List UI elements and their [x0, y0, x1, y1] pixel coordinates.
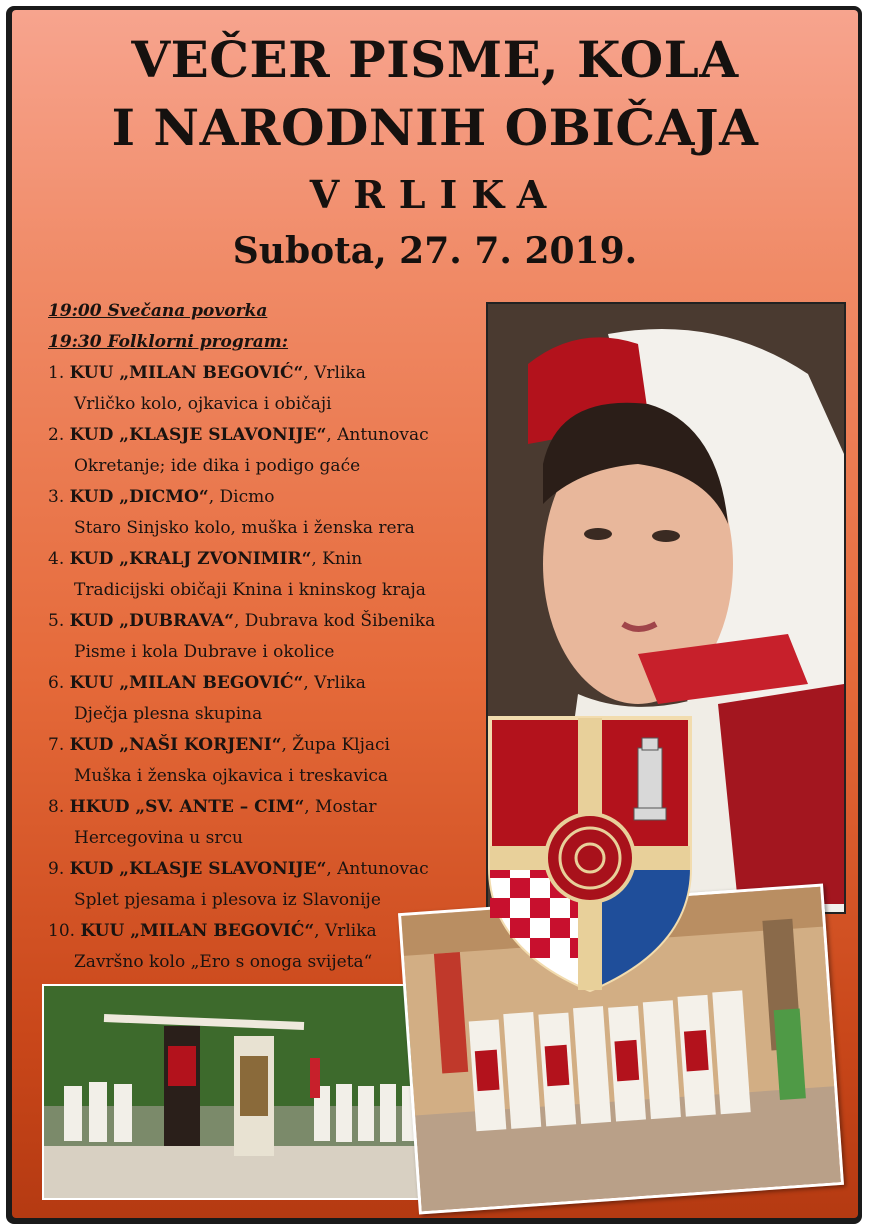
schedule-procession: 19:00 Svečana povorka — [48, 301, 268, 321]
performance-title: Vrličko kolo, ojkavica i običaji — [74, 394, 332, 414]
group-place: , Vrlika — [303, 363, 366, 383]
performance-title: Pisme i kola Dubrave i okolice — [74, 642, 335, 662]
poster-title-line2: I NARODNIH OBIČAJA — [111, 98, 759, 157]
poster-title-line1: VEČER PISME, KOLA — [131, 30, 739, 89]
program-schedule — [48, 296, 478, 978]
group-name: KUD „NAŠI KORJENI“ — [69, 735, 282, 755]
performance-title: Splet pjesama i plesova iz Slavonije — [74, 890, 381, 910]
group-place: , Župa Kljaci — [281, 735, 390, 755]
item-number: 1. — [48, 363, 65, 383]
item-number: 7. — [48, 735, 65, 755]
coat-of-arms-emblem — [470, 698, 710, 998]
program-item — [48, 730, 478, 761]
group-name: KUD „KRALJ ZVONIMIR“ — [69, 549, 312, 569]
program-item — [48, 668, 478, 699]
group-name: KUD „KLASJE SLAVONIJE“ — [69, 859, 327, 879]
group-name: KUD „KLASJE SLAVONIJE“ — [69, 425, 327, 445]
performance-title: Muška i ženska ojkavica i treskavica — [74, 766, 389, 786]
program-item — [48, 606, 478, 637]
schedule-folklore-program: 19:30 Folklorni program: — [48, 332, 289, 352]
item-number: 6. — [48, 673, 65, 693]
group-name: KUD „DUBRAVA“ — [69, 611, 234, 631]
item-number: 9. — [48, 859, 65, 879]
program-item — [48, 420, 478, 451]
item-number: 2. — [48, 425, 65, 445]
item-number: 10. — [48, 921, 76, 941]
dance-performance-photo — [42, 984, 452, 1200]
group-place: , Vrlika — [303, 673, 366, 693]
group-name: KUU „MILAN BEGOVIĆ“ — [69, 673, 304, 693]
folk-dancers-outdoor-image — [44, 986, 450, 1198]
group-place: , Mostar — [304, 797, 377, 817]
item-number: 4. — [48, 549, 65, 569]
group-place: , Dicmo — [208, 487, 275, 507]
event-date: Subota, 27. 7. 2019. — [232, 230, 638, 272]
group-name: KUU „MILAN BEGOVIĆ“ — [80, 921, 315, 941]
program-item — [48, 482, 478, 513]
performance-title: Dječja plesna skupina — [74, 704, 263, 724]
group-name: KUD „DICMO“ — [69, 487, 209, 507]
group-place: , Antunovac — [326, 425, 429, 445]
program-item — [48, 916, 478, 947]
group-name: HKUD „SV. ANTE – CIM“ — [69, 797, 305, 817]
item-number: 8. — [48, 797, 65, 817]
group-place: , Antunovac — [326, 859, 429, 879]
group-place: , Knin — [311, 549, 363, 569]
event-poster — [12, 10, 858, 1218]
program-item — [48, 358, 478, 389]
performance-title: Hercegovina u srcu — [74, 828, 243, 848]
group-place: , Dubrava kod Šibenika — [233, 611, 436, 631]
performance-title: Završno kolo „Ero s onoga svijeta“ — [74, 952, 373, 972]
performance-title: Tradicijski običaji Knina i kninskog kraja — [74, 580, 426, 600]
program-item — [48, 792, 478, 823]
item-number: 3. — [48, 487, 65, 507]
group-place: , Vrlika — [314, 921, 377, 941]
program-item — [48, 854, 478, 885]
item-number: 5. — [48, 611, 65, 631]
program-item — [48, 544, 478, 575]
group-name: KUU „MILAN BEGOVIĆ“ — [69, 363, 304, 383]
performance-title: Staro Sinjsko kolo, muška i ženska rera — [74, 518, 415, 538]
town-name: VRLIKA — [309, 172, 561, 217]
performance-title: Okretanje; ide dika i podigo gaće — [74, 456, 361, 476]
